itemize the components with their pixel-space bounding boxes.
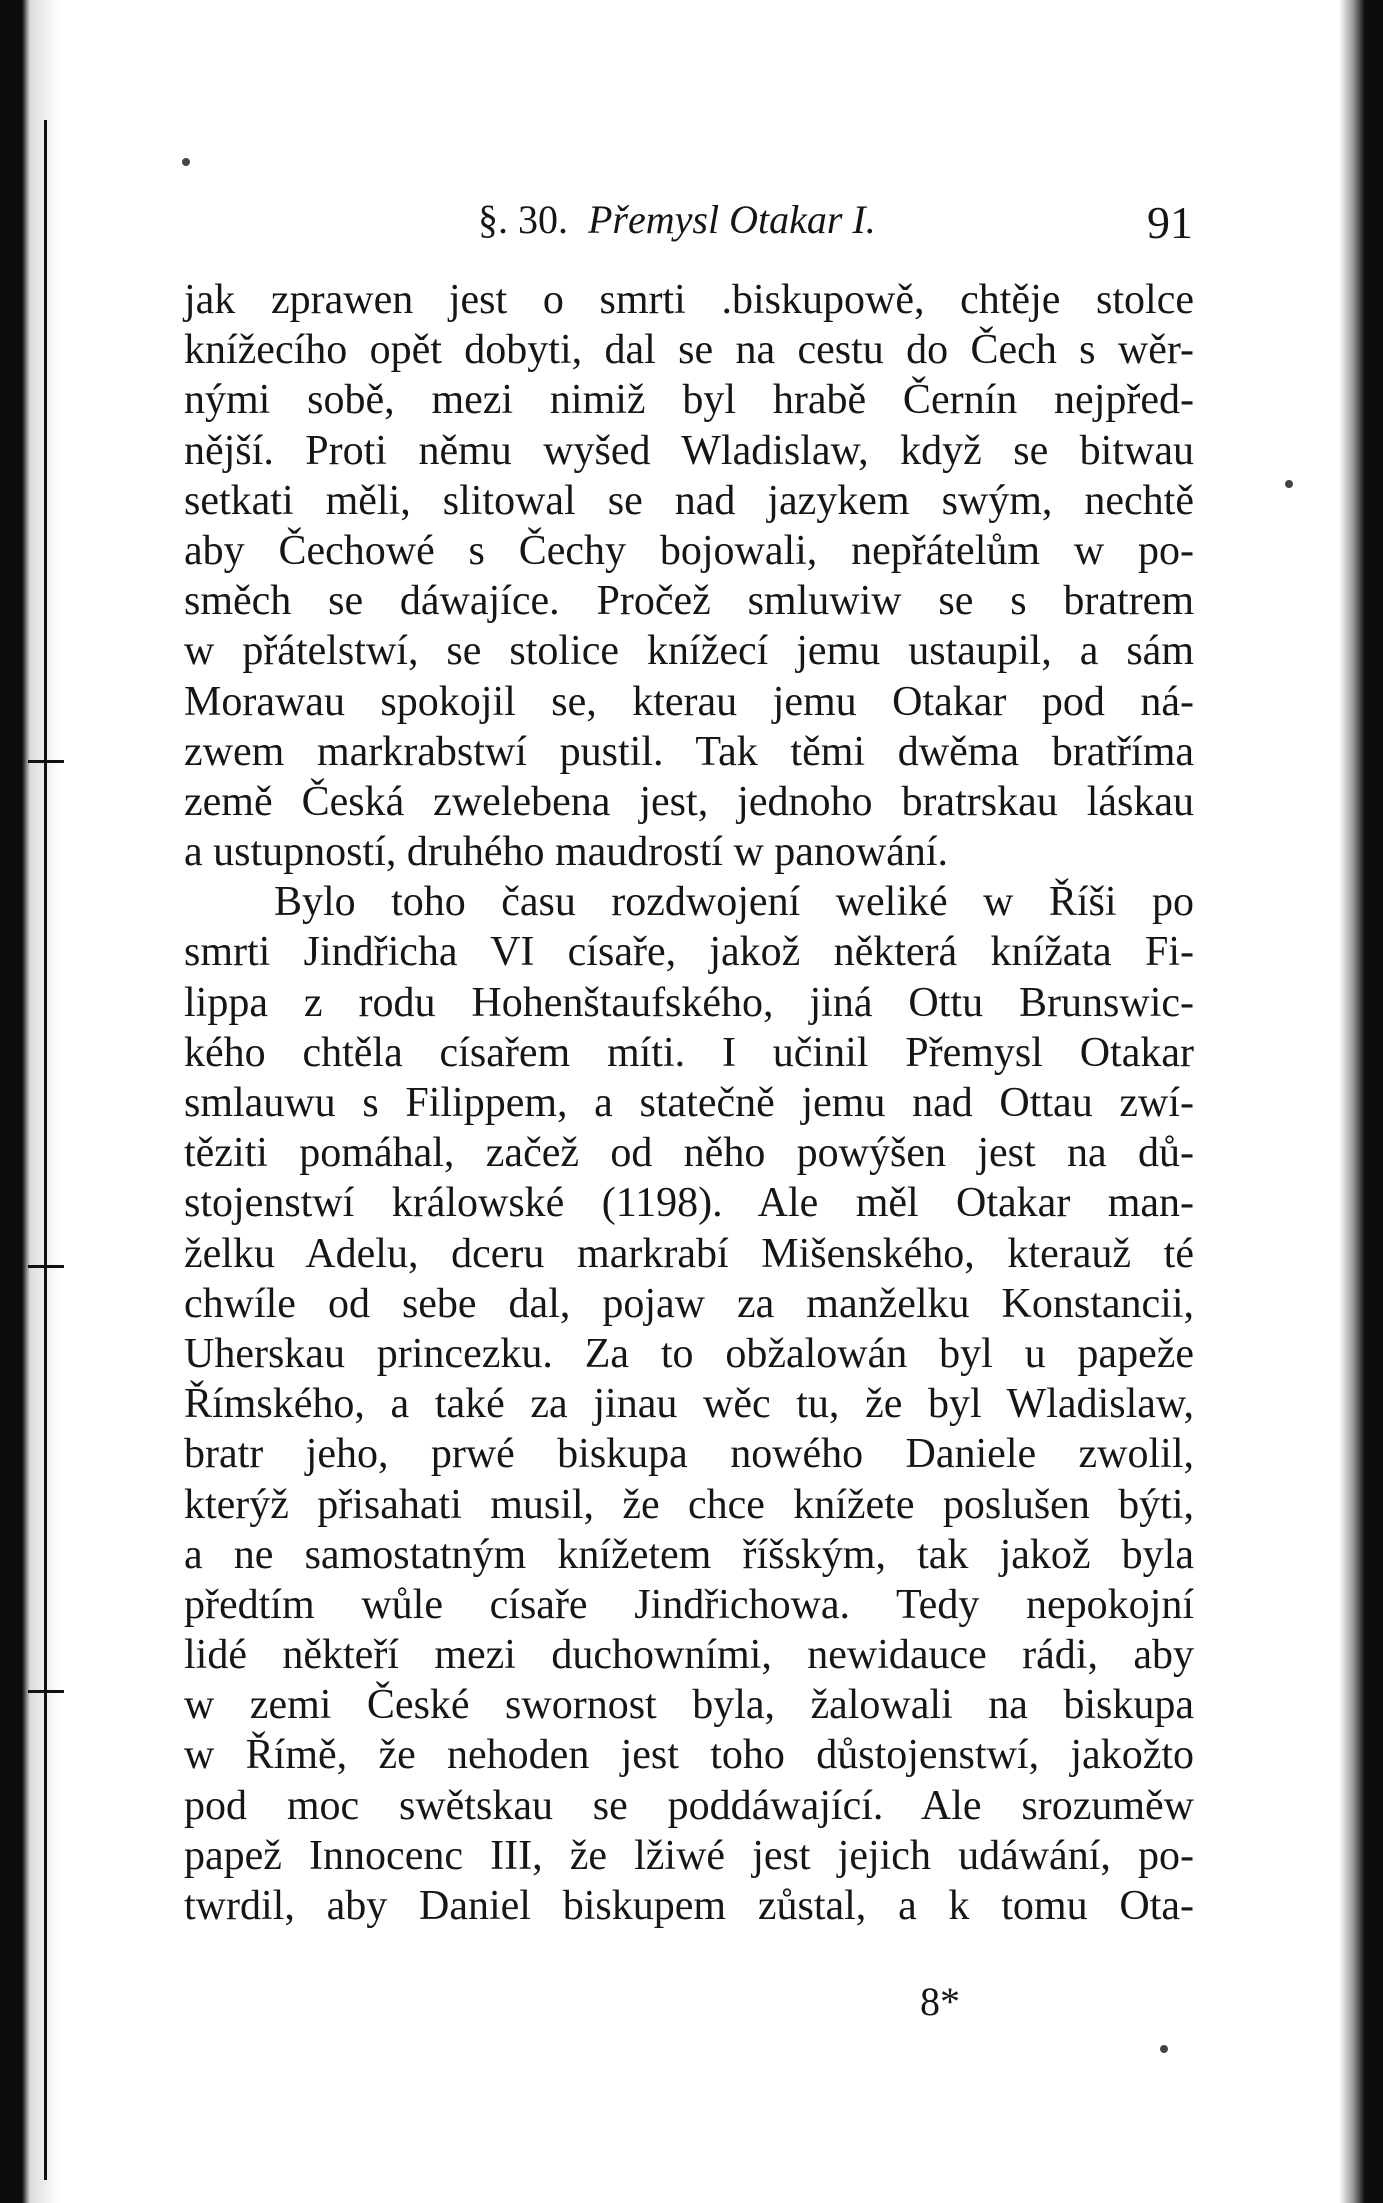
text-line: smlauwu s Filippem, a statečně jemu nad Ottau zwí- [184, 1080, 1194, 1126]
text-line: kého chtěla císařem míti. I učinil Přemysl Otakar [184, 1029, 1194, 1076]
text-line: w Římě, že nehoden jest toho důstojenstwí, jakožto [184, 1732, 1194, 1779]
binding-edge [0, 0, 60, 2203]
running-head [478, 196, 876, 243]
text-line: Bylo toho času rozdwojení weliké w Říši po [274, 879, 1194, 926]
text-line: nými sobě, mezi nimiž byl hrabě Černín nejpřed- [184, 377, 1194, 424]
binding-tick [28, 760, 64, 763]
text-line: želku Adelu, dceru markrabí Mišenského, kterauž té [184, 1230, 1194, 1277]
body-text [184, 275, 1194, 1931]
text-line: směch se dáwajíce. Pročež smluwiw se s bratrem [184, 578, 1194, 625]
binding-tick [28, 1690, 64, 1693]
text-line: jak zprawen jest o smrti .biskupowě, chtěje stolce [184, 277, 1194, 323]
text-line: zwem markrabstwí pustil. Tak těmi dwěma bratříma [184, 728, 1194, 775]
text-line: Morawau spokojil se, kterau jemu Otakar pod ná- [184, 678, 1194, 725]
paper-speck [1285, 480, 1293, 488]
text-line: pod moc swětskau se poddáwající. Ale srozuměw [184, 1782, 1194, 1829]
text-line: smrti Jindřicha VI císaře, jakož některá knížata Fi- [184, 929, 1194, 976]
binding-line [44, 120, 47, 2180]
text-line: Uherskau princezku. Za to obžalowán byl u papeže [184, 1330, 1194, 1377]
text-line: w přátelstwí, se stolice knížecí jemu ustaupil, a sám [184, 628, 1194, 675]
text-line: papež Innocenc III, že lžiwé jest jejich udáwání, po- [184, 1832, 1194, 1879]
text-line: stojenstwí králowské (1198). Ale měl Otakar man- [184, 1180, 1194, 1227]
paper-speck [182, 158, 190, 166]
binding-tick [28, 1265, 64, 1268]
text-line: Římského, a také za jinau wěc tu, že byl Wladislaw, [184, 1381, 1194, 1428]
text-line: nější. Proti němu wyšed Wladislaw, když se bitwau [184, 427, 1194, 474]
page-number: 91 [1147, 197, 1193, 248]
text-line: twrdil, aby Daniel biskupem zůstal, a k tomu Ota- [184, 1883, 1194, 1929]
page-header [478, 196, 1193, 256]
text-line: setkati měli, slitowal se nad jazykem swým, nechtě [184, 477, 1194, 524]
text-line: bratr jeho, prwé biskupa nowého Daniele zwolil, [184, 1431, 1194, 1478]
text-line: chwíle od sebe dal, pojaw za manželku Konstancii, [184, 1280, 1194, 1327]
text-line: těziti pomáhal, začež od něho powýšen jest na dů- [184, 1130, 1194, 1177]
chapter-title: Přemysl Otakar I. [588, 197, 876, 242]
text-line: w zemi České swornost byla, žalowali na biskupa [184, 1682, 1194, 1729]
text-line: knížecího opět dobyti, dal se na cestu do Čech s wěr- [184, 327, 1194, 374]
text-line: země Česká zwelebena jest, jednoho bratrskau láskau [184, 778, 1194, 825]
signature-mark: 8* [920, 1979, 960, 2024]
text-line: předtím wůle císaře Jindřichowa. Tedy nepokojní [184, 1581, 1194, 1628]
right-page-edge [1339, 0, 1383, 2203]
text-line: a ustupností, druhého maudrostí w panowání. [184, 829, 949, 876]
paper-speck [1160, 2045, 1168, 2053]
section-number: §. 30. [478, 197, 568, 242]
text-line: kterýž přisahati musil, že chce knížete poslušen býti, [184, 1481, 1194, 1528]
text-line: aby Čechowé s Čechy bojowali, nepřátelům w po- [184, 527, 1194, 574]
text-line: a ne samostatným knížetem říšským, tak jakož byla [184, 1531, 1194, 1578]
text-line: lidé někteří mezi duchowními, newidauce rádi, aby [184, 1632, 1194, 1679]
text-line: lippa z rodu Hohenštaufského, jiná Ottu Brunswic- [184, 979, 1194, 1026]
